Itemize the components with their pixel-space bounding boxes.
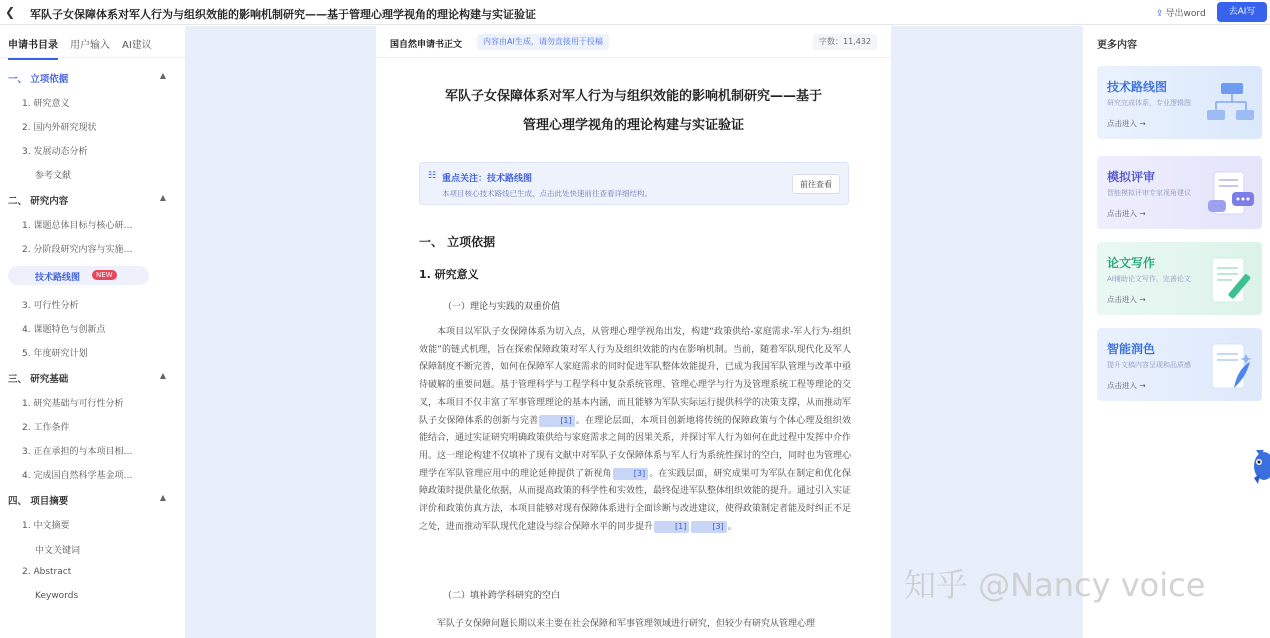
toc-item[interactable] xyxy=(0,587,186,607)
document-page[interactable] xyxy=(376,26,891,638)
document-header xyxy=(376,26,891,58)
toc-item[interactable] xyxy=(0,214,186,234)
card-smart-polish-link[interactable]: 点击进入 → xyxy=(1107,381,1146,390)
paragraph-heading-2: （二）填补跨学科研究的空白 xyxy=(443,591,561,601)
paragraph-1-end: 。 xyxy=(727,521,737,532)
toc-label: 二、 研究内容 xyxy=(8,196,69,207)
collapse-caret-icon[interactable]: ▲ xyxy=(159,71,166,80)
card-roadmap-desc: 研究完成体系，专业逻辑图 xyxy=(1107,99,1191,107)
top-bar xyxy=(0,0,1270,25)
ai-write-button[interactable]: 去AI写 xyxy=(1217,2,1267,22)
citation-link[interactable]: [3] xyxy=(691,521,726,533)
export-word-button[interactable] xyxy=(1156,6,1206,19)
document-type-label: 国自然申请书正文 xyxy=(390,40,463,50)
toc-label: 四、 项目摘要 xyxy=(8,496,69,507)
toc-label: 5. 年度研究计划 xyxy=(22,349,88,359)
ai-generated-tag: 内容由AI生成，请勿直接用于投稿 xyxy=(477,34,609,50)
card-paper-writing-title: 论文写作 xyxy=(1107,256,1156,270)
card-paper-writing[interactable] xyxy=(1097,242,1262,315)
card-paper-writing-desc: AI辅助论文写作，完善论文 xyxy=(1107,275,1191,283)
tab-user-input[interactable]: 用户输入 xyxy=(70,40,110,51)
sidebar-tabs xyxy=(0,26,185,58)
card-paper-writing-link[interactable]: 点击进入 → xyxy=(1107,295,1146,304)
toc-item[interactable] xyxy=(0,238,186,258)
word-count-badge: 字数：11,432 xyxy=(813,34,877,50)
network-icon: ☷ xyxy=(428,171,437,181)
toc-item[interactable] xyxy=(0,392,186,412)
toc-item[interactable] xyxy=(0,140,186,160)
paragraph-1-part-b: 。在理论层面，本项目创新地将传统的保障政策与个体心理及组织效能结合，通过实证研究明确政策供给与家庭需求之间的因果关系，并探讨军人行为如何在此过程中发挥中介作用。这一理论构建不仅填补了现有文献中对军队子女保障体系与军人行为系统性探讨的空白，同时也为管理心理学在军队管理应用中的理论延伸提供了新视角 xyxy=(419,415,852,479)
toc-item[interactable] xyxy=(0,294,186,314)
card-mock-review-title: 模拟评审 xyxy=(1107,170,1156,184)
paragraph-1[interactable] xyxy=(419,324,851,536)
toc-label: 4. 课题特色与创新点 xyxy=(22,325,106,335)
card-mock-review-desc: 智能模拟评审专家视角建议 xyxy=(1107,189,1191,197)
toc-label: 3. 可行性分析 xyxy=(22,301,79,311)
card-roadmap-title: 技术路线图 xyxy=(1107,80,1168,94)
toc-item[interactable] xyxy=(0,266,186,286)
toc-label: 1. 研究意义 xyxy=(22,99,70,109)
document-heading-line-1: 军队子女保障体系对军人行为与组织效能的影响机制研究——基于 xyxy=(444,89,822,104)
toc-item[interactable] xyxy=(0,539,186,559)
card-mock-review-link[interactable]: 点击进入 → xyxy=(1107,209,1146,218)
canvas-gutter-right xyxy=(891,26,1083,638)
focus-banner-title: 重点关注：技术路线图 xyxy=(442,174,533,184)
collapse-caret-icon[interactable]: ▲ xyxy=(159,193,166,202)
collapse-caret-icon[interactable]: ▲ xyxy=(159,493,166,502)
toc-label: 3. 正在承担的与本项目相… xyxy=(22,447,133,457)
toc-section[interactable] xyxy=(0,67,186,87)
toc-label: 2. 分阶段研究内容与实施… xyxy=(22,245,133,255)
assistant-mascot-icon[interactable] xyxy=(1250,446,1270,486)
subsection-heading: 1. 研究意义 xyxy=(419,268,479,281)
citation-link[interactable]: [1] xyxy=(539,415,574,427)
more-content-panel xyxy=(1083,26,1270,638)
toc-label: 中文关键词 xyxy=(35,546,81,556)
toc-item[interactable] xyxy=(0,416,186,436)
paragraph-heading-1: （一）理论与实践的双重价值 xyxy=(443,302,561,312)
toc-label: 1. 研究基础与可行性分析 xyxy=(22,399,124,409)
card-smart-polish[interactable] xyxy=(1097,328,1262,401)
focus-banner[interactable] xyxy=(419,162,849,205)
toc-label: 3. 发展动态分析 xyxy=(22,147,88,157)
flowchart-icon xyxy=(1206,80,1256,128)
tab-ai-suggestions[interactable]: AI建议 xyxy=(122,40,152,51)
pen-document-icon xyxy=(1206,256,1256,308)
chat-document-icon xyxy=(1206,170,1256,222)
tab-toc[interactable]: 申请书目录 xyxy=(8,36,58,51)
toc-label: Keywords xyxy=(35,591,79,601)
toc-item[interactable] xyxy=(0,464,186,484)
card-smart-polish-title: 智能润色 xyxy=(1107,342,1156,356)
document-heading-line-2: 管理心理学视角的理论构建与实证验证 xyxy=(522,118,744,133)
card-mock-review[interactable] xyxy=(1097,156,1262,229)
toc-section[interactable] xyxy=(0,189,186,209)
toc-label: 技术路线图 xyxy=(35,273,81,283)
toc-item[interactable] xyxy=(0,92,186,112)
toc-item[interactable] xyxy=(0,116,186,136)
toc-label: 2. Abstract xyxy=(22,567,72,577)
card-roadmap[interactable] xyxy=(1097,66,1262,139)
card-smart-polish-desc: 提升文稿内容呈现和品质感 xyxy=(1107,361,1191,369)
section-heading: 一、 立项依据 xyxy=(419,235,496,249)
watermark: 知乎 @Nancy voice xyxy=(904,566,1206,604)
paragraph-1-part-a: 本项目以军队子女保障体系为切入点，从管理心理学视角出发，构建“政策供给-家庭需求-军人行为-组织效能”的链式机理，旨在探索保障政策对军人行为及组织效能的内在影响机制。当前，随着军队现代化及军人保障制度不断完善，如何在保障军人家庭需求的同时促进军队整体效能提升，已成为我国军队管理与改革中亟待破解的重要问题。基于管理科学与工程学科中复杂系统管理、管理心理学与行为及管理系统工程等理论的交叉，本项目不仅丰富了军事管理理论的基本内涵，而且能够为军队实际运行提供科学的决策支撑，从而推动军队子女保障体系的创新与完善 xyxy=(419,327,852,426)
canvas-gutter-left xyxy=(186,26,376,638)
toc-label: 2. 工作条件 xyxy=(22,423,70,433)
export-icon: ⇪ xyxy=(1156,9,1164,19)
more-content-title: 更多内容 xyxy=(1097,40,1137,51)
focus-banner-description: 本项目核心技术路线已生成，点击此处快速前往查看详细结构。 xyxy=(442,189,652,198)
toc-label: 1. 中文摘要 xyxy=(22,521,70,531)
toc-label: 一、 立项依据 xyxy=(8,74,69,85)
go-view-button[interactable]: 前往查看 xyxy=(792,174,840,194)
collapse-caret-icon[interactable]: ▲ xyxy=(159,371,166,380)
arrow-left-icon[interactable]: ❮ xyxy=(5,5,16,19)
toc-item[interactable] xyxy=(0,318,186,338)
quill-document-icon xyxy=(1206,342,1256,394)
sidebar xyxy=(0,26,186,638)
toc-label: 2. 国内外研究现状 xyxy=(22,123,97,133)
toc-label: 参考文献 xyxy=(35,171,72,181)
toc-item[interactable] xyxy=(0,342,186,362)
toc-item[interactable] xyxy=(0,164,186,184)
toc-item[interactable] xyxy=(0,514,186,534)
document-title: 军队子女保障体系对军人行为与组织效能的影响机制研究——基于管理心理学视角的理论构建与实证验证 xyxy=(30,8,536,21)
toc-section[interactable] xyxy=(0,367,186,387)
toc-section[interactable] xyxy=(0,489,186,509)
citation-link[interactable]: [1] xyxy=(654,521,689,533)
toc-label: 1. 课题总体目标与核心研… xyxy=(22,221,133,231)
paragraph-2[interactable]: 军队子女保障问题长期以来主要在社会保障和军事管理领域进行研究，但较少有研究从管理心理 xyxy=(437,619,816,629)
toc-label: 三、 研究基础 xyxy=(8,374,69,385)
new-badge: NEW xyxy=(92,270,117,280)
toc-label: 4. 完成国自然科学基金项… xyxy=(22,471,133,481)
toc-item[interactable] xyxy=(0,563,186,583)
paragraph-1-part-c: 。在实践层面，研究成果可为军队在制定和优化保障政策时提供量化依据，从而提高政策的科学性和实效性，最终促进军队整体组织效能的提升。通过引入实证评价和政策仿真方法，本项目能够对现有保障体系进行全面诊断与改进建议，使得政策制定者能及时纠正不足之处，进而推动军队现代化建设与综合保障水平的同步提升 xyxy=(419,468,852,532)
citation-link[interactable]: [3] xyxy=(613,468,648,480)
toc-item[interactable] xyxy=(0,440,186,460)
export-word-label: 导出word xyxy=(1165,9,1206,19)
card-roadmap-link[interactable]: 点击进入 → xyxy=(1107,119,1146,128)
